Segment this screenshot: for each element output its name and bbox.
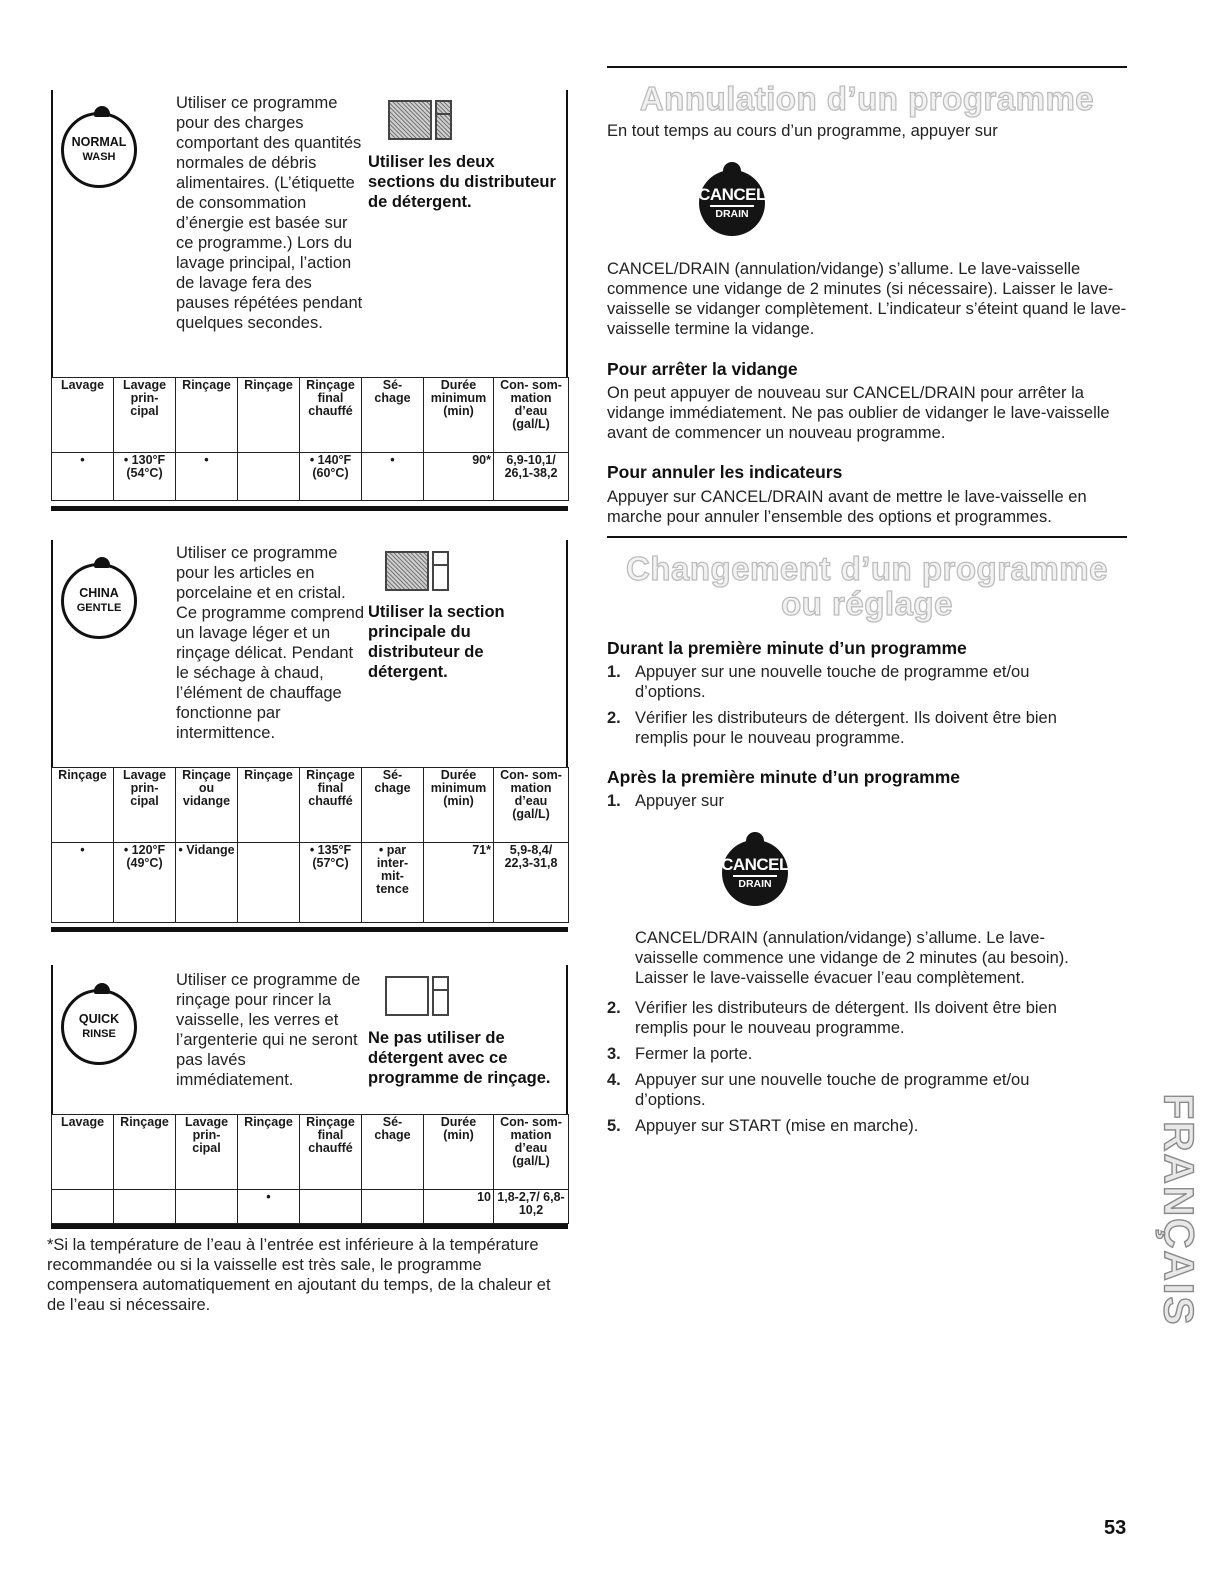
- cycle1-cell: •: [362, 453, 424, 501]
- cycle2-cell: • 120°F (49°C): [114, 843, 176, 923]
- cycle2-cell: • par inter- mit- tence: [362, 843, 424, 923]
- changement-step: 4. Appuyer sur une nouvelle touche de programme et/ou d’options.: [607, 1071, 1030, 1109]
- quick-rinse-icon: QUICK RINSE: [61, 989, 137, 1065]
- annulation-paragraph: CANCEL/DRAIN (annulation/vidange) s’allume. Le lave-vaisselle commence une vidange de 2 minutes (si nécessaire). Laisser le lave-vaisselle se vidanger complètement. L’indicateur s’éteint quand le lave-vaisselle termine la vidange.: [607, 260, 1127, 338]
- page-number: 53: [1104, 1517, 1127, 1539]
- cycle3-bottom-bar: [51, 1224, 568, 1229]
- indicator-light-icon: [723, 162, 741, 173]
- cycle2-cell: • Vidange: [176, 843, 238, 923]
- cycle1-bottom-bar: [51, 506, 568, 511]
- cycle2-header: Rinçage: [238, 768, 300, 843]
- cycle3-header: Durée (min): [424, 1115, 494, 1190]
- cycle3-description: Utiliser ce programme de rinçage pour rincer la vaisselle, les verres et l’argenterie qui ne seront pas lavés immédiatement.: [176, 971, 361, 1089]
- changement-sub1-title: Durant la première minute d’un programme: [607, 638, 967, 658]
- cycle2-table: [51, 767, 569, 923]
- cycle2-header: Rinçage: [52, 768, 114, 843]
- annulation-title: Annulation d’un programme: [639, 80, 1095, 117]
- cycle1-cell: 6,9-10,1/ 26,1-38,2: [494, 453, 569, 501]
- cycle1-header: Con- som- mation d’eau (gal/L): [494, 378, 569, 453]
- annulation-sub2-text: Appuyer sur CANCEL/DRAIN avant de mettre le lave-vaisselle en marche pour annuler l’ensemble des options et programmes.: [607, 488, 1087, 526]
- cycle2-header: Sé- chage: [362, 768, 424, 843]
- cycle2-detergent-note: Utiliser la section principale du distributeur de détergent.: [368, 603, 505, 681]
- annulation-sub2-title: Pour annuler les indicateurs: [607, 462, 843, 482]
- cycle1-header: Lavage: [52, 378, 114, 453]
- cycle3-header: Rinçage: [238, 1115, 300, 1190]
- changement-title-line1: Changement d’un programme: [626, 550, 1108, 587]
- cycle2-header: Rinçage final chauffé: [300, 768, 362, 843]
- cycle2-right-rule: [566, 540, 568, 768]
- indicator-light-icon: [746, 832, 764, 843]
- annulation-intro: En tout temps au cours d’un programme, appuyer sur: [607, 122, 998, 140]
- cycle1-header: Rinçage final chauffé: [300, 378, 362, 453]
- cycle2-cell: •: [52, 843, 114, 923]
- cycle3-header: Sé- chage: [362, 1115, 424, 1190]
- cycle3-cell: 10: [424, 1190, 494, 1224]
- cycle2-cell: 5,9-8,4/ 22,3-31,8: [494, 843, 569, 923]
- changement-step1-after: CANCEL/DRAIN (annulation/vidange) s’allume. Le lave-vaisselle commence une vidange de 2 minutes (au besoin). Laisser le lave-vaisselle évacuer l’eau complètement.: [635, 929, 1069, 987]
- dispenser-main-icon: [385, 551, 453, 591]
- changement-title-line2: ou réglage: [781, 585, 953, 622]
- dispenser-empty-icon: [385, 976, 453, 1016]
- china-gentle-icon: CHINA GENTLE: [61, 563, 137, 639]
- changement-sub2-title: Après la première minute d’un programme: [607, 767, 961, 787]
- cycle2-cell: [238, 843, 300, 923]
- cycle1-left-rule: [51, 90, 53, 378]
- cycle2-header: Con- som- mation d’eau (gal/L): [494, 768, 569, 843]
- cycle1-table: [51, 377, 569, 501]
- cycle1-cell: [238, 453, 300, 501]
- cycle3-table: [51, 1114, 569, 1224]
- annulation-top-rule: [607, 66, 1127, 68]
- cycle2-cell: • 135°F (57°C): [300, 843, 362, 923]
- cycle1-header: Durée minimum (min): [424, 378, 494, 453]
- cycle1-description: Utiliser ce programme pour des charges comportant des quantités normales de débris alimentaires. (L’étiquette de consommation d’énergie est basée sur ce programme.) Lors du lavage principal, l’action de lavage fera des pauses répétées pendant quelques secondes.: [176, 94, 363, 332]
- cycle1-header: Sé- chage: [362, 378, 424, 453]
- cycle2-description: Utiliser ce programme pour les articles en porcelaine et en cristal. Ce programme comprend un lavage léger et un rinçage délicat. Pendant le séchage à chaud, l’élément de chauffage fonctionne par intermittence.: [176, 544, 364, 742]
- cycle1-cell: •: [176, 453, 238, 501]
- language-side-tab: FRANÇAIS: [1155, 1093, 1202, 1327]
- footnote: *Si la température de l’eau à l’entrée est inférieure à la température recommandée ou si la vaisselle est très sale, le programme compensera automatiquement en ajoutant du temps, de la chaleur et de l’eau si nécessaire.: [47, 1236, 551, 1314]
- cycle2-left-rule: [51, 540, 53, 768]
- cycle1-detergent-note: Utiliser les deux sections du distributeur de détergent.: [368, 153, 556, 211]
- changement-step: 5. Appuyer sur START (mise en marche).: [607, 1117, 919, 1135]
- cycle1-header: Rinçage: [238, 378, 300, 453]
- cycle2-header: Durée minimum (min): [424, 768, 494, 843]
- cycle3-cell: 1,8-2,7/ 6,8-10,2: [494, 1190, 569, 1224]
- cycle3-header: Lavage: [52, 1115, 114, 1190]
- cycle3-header: Con- som- mation d’eau (gal/L): [494, 1115, 569, 1190]
- normal-wash-icon: NORMAL WASH: [61, 112, 137, 188]
- cancel-drain-button[interactable]: CANCEL DRAIN: [699, 170, 765, 236]
- changement-step: 2. Vérifier les distributeurs de détergent. Ils doivent être bien remplis pour le nouveau programme.: [607, 999, 1057, 1037]
- cycle3-detergent-note: Ne pas utiliser de détergent avec ce programme de rinçage.: [368, 1029, 551, 1087]
- cycle3-right-rule: [566, 965, 568, 1115]
- cycle3-cell: •: [238, 1190, 300, 1224]
- cycle3-left-rule: [51, 965, 53, 1115]
- cycle3-header: Rinçage: [114, 1115, 176, 1190]
- changement-step: 1. Appuyer sur: [607, 792, 724, 810]
- cycle3-header: Lavage prin- cipal: [176, 1115, 238, 1190]
- cycle1-cell: •: [52, 453, 114, 501]
- cycle1-cell: • 140°F (60°C): [300, 453, 362, 501]
- cycle1-header: Lavage prin- cipal: [114, 378, 176, 453]
- cycle2-cell: 71*: [424, 843, 494, 923]
- cancel-drain-button[interactable]: CANCEL DRAIN: [722, 840, 788, 906]
- cycle1-right-rule: [566, 90, 568, 378]
- cycle3-cell: [52, 1190, 114, 1224]
- cycle3-cell: [176, 1190, 238, 1224]
- cycle3-cell: [362, 1190, 424, 1224]
- changement-top-rule: [607, 536, 1127, 538]
- cycle3-cell: [300, 1190, 362, 1224]
- changement-step: 2. Vérifier les distributeurs de détergent. Ils doivent être bien remplis pour le nouveau programme.: [607, 709, 1057, 747]
- cycle3-cell: [114, 1190, 176, 1224]
- changement-step: 3. Fermer la porte.: [607, 1045, 753, 1063]
- cycle1-header: Rinçage: [176, 378, 238, 453]
- dispenser-both-icon: [388, 100, 456, 140]
- annulation-sub1-text: On peut appuyer de nouveau sur CANCEL/DRAIN pour arrêter la vidange immédiatement. Ne pas oublier de vidanger le lave-vaisselle avant de commencer un nouveau programme.: [607, 384, 1110, 442]
- cycle2-bottom-bar: [51, 927, 568, 932]
- annulation-sub1-title: Pour arrêter la vidange: [607, 359, 798, 379]
- cycle2-header: Rinçage ou vidange: [176, 768, 238, 843]
- changement-step: 1. Appuyer sur une nouvelle touche de programme et/ou d’options.: [607, 663, 1030, 701]
- cycle1-cell: • 130°F (54°C): [114, 453, 176, 501]
- cycle1-cell: 90*: [424, 453, 494, 501]
- cycle3-header: Rinçage final chauffé: [300, 1115, 362, 1190]
- cycle2-header: Lavage prin- cipal: [114, 768, 176, 843]
